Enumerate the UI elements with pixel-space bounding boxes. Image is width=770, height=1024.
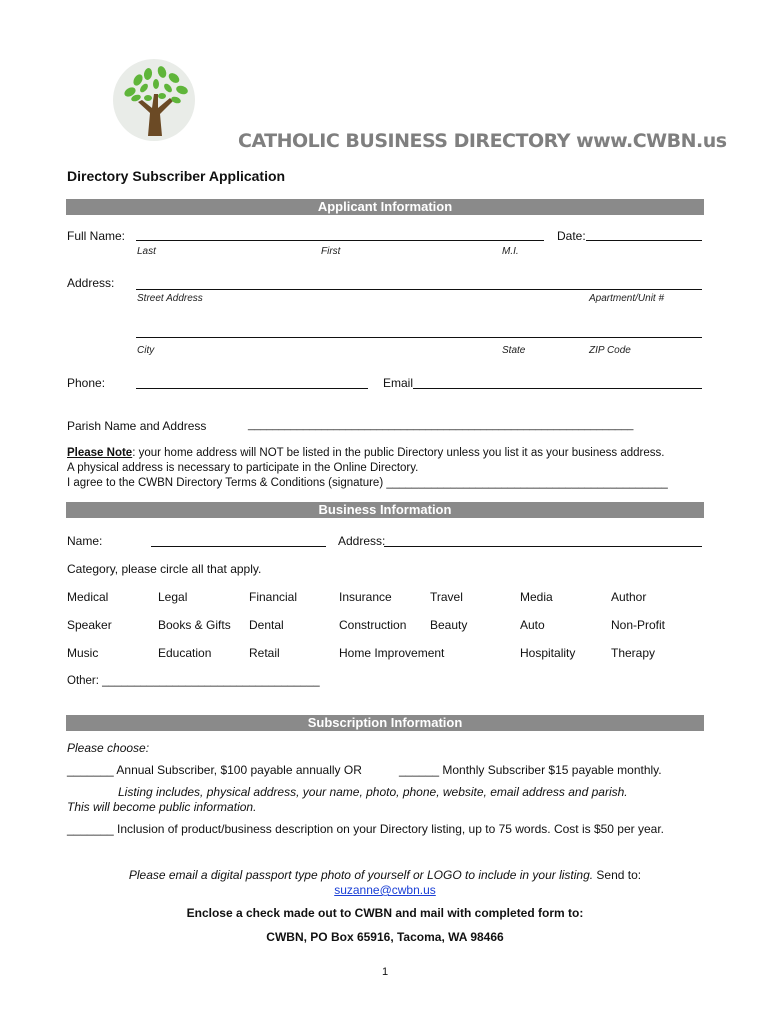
other-category-field[interactable]: Other: __________________________________ (67, 675, 320, 687)
category-option[interactable]: Home Improvement (339, 646, 445, 660)
category-prompt: Category, please circle all that apply. (67, 562, 262, 576)
phone-label: Phone: (67, 376, 106, 390)
phone-field[interactable] (136, 388, 368, 389)
enclose-check-text: Enclose a check made out to CWBN and mail with completed form to: (186, 906, 584, 920)
form-subtitle: Directory Subscriber Application (67, 168, 286, 184)
page-number: 1 (381, 966, 389, 978)
subscription-section-bar: Subscription Information (66, 715, 704, 731)
parish-field[interactable]: _______________________________________________________________ (248, 419, 634, 431)
note-line-2: A physical address is necessary to participate in the Online Directory. (67, 462, 419, 474)
city-state-zip-field[interactable] (136, 337, 702, 338)
address-label: Address: (67, 276, 115, 290)
category-option[interactable]: Music (67, 646, 99, 660)
contact-email-link[interactable]: suzanne@cwbn.us (334, 883, 436, 897)
photo-instructions-text: Please email a digital passport type photo of yourself or LOGO to include in your listing. (128, 868, 594, 882)
category-option[interactable]: Books & Gifts (158, 618, 231, 632)
annual-subscriber-option[interactable]: _______ Annual Subscriber, $100 payable annually OR (67, 763, 362, 777)
parish-label: Parish Name and Address (67, 419, 207, 433)
note-label: Please Note (67, 447, 133, 459)
tree-logo-icon (112, 58, 196, 142)
full-name-label: Full Name: (67, 229, 126, 243)
category-option[interactable]: Travel (430, 590, 463, 604)
category-option[interactable]: Financial (249, 590, 298, 604)
mailing-address: CWBN, PO Box 65916, Tacoma, WA 98466 (266, 930, 504, 944)
business-section-bar: Business Information (66, 502, 704, 518)
category-option[interactable]: Author (611, 590, 647, 604)
category-option[interactable]: Legal (158, 590, 188, 604)
city-caption: City (137, 345, 155, 356)
category-option[interactable]: Therapy (611, 646, 656, 660)
business-address-label: Address: (338, 534, 386, 548)
listing-includes: Listing includes, physical address, your name, photo, phone, website, email address and parish. (118, 785, 628, 799)
mi-caption: M.I. (502, 246, 519, 257)
email-field[interactable] (413, 388, 702, 389)
category-option[interactable]: Beauty (430, 618, 468, 632)
street-caption: Street Address (137, 293, 203, 304)
note-text: : your home address will NOT be listed in the public Directory unless you list it as your business address. (132, 447, 665, 459)
state-caption: State (502, 345, 526, 356)
category-option[interactable]: Medical (67, 590, 109, 604)
date-field[interactable] (586, 240, 702, 241)
category-option[interactable]: Retail (249, 646, 280, 660)
category-option[interactable]: Speaker (67, 618, 112, 632)
please-choose: Please choose: (67, 741, 150, 755)
category-option[interactable]: Non-Profit (611, 618, 666, 632)
apt-caption: Apartment/Unit # (589, 293, 665, 304)
full-name-field[interactable] (136, 240, 544, 241)
send-to-text: Send to: (593, 868, 642, 882)
monthly-subscriber-option[interactable]: ______ Monthly Subscriber $15 payable monthly. (399, 763, 662, 777)
category-option[interactable]: Construction (339, 618, 407, 632)
email-link-row (0, 883, 770, 897)
description-option[interactable]: _______ Inclusion of product/business description on your Directory listing, up to 75 words. Cost is $50 per year. (67, 822, 664, 836)
category-option[interactable]: Hospitality (520, 646, 576, 660)
date-label: Date: (557, 229, 586, 243)
terms-signature[interactable]: I agree to the CWBN Directory Terms & Conditions (signature) ____________________________________________ (67, 477, 668, 489)
category-option[interactable]: Education (158, 646, 212, 660)
email-label: Email (383, 376, 414, 390)
business-name-field[interactable] (151, 546, 326, 547)
directory-title: CATHOLIC BUSINESS DIRECTORY www.CWBN.us (238, 130, 727, 152)
category-option[interactable]: Auto (520, 618, 545, 632)
category-option[interactable]: Dental (249, 618, 284, 632)
category-option[interactable]: Media (520, 590, 553, 604)
note-line-1 (67, 447, 664, 459)
applicant-section-bar: Applicant Information (66, 199, 704, 215)
zip-caption: ZIP Code (589, 345, 631, 356)
last-caption: Last (137, 246, 156, 257)
category-option[interactable]: Insurance (339, 590, 392, 604)
photo-instructions (0, 868, 770, 882)
first-caption: First (321, 246, 341, 257)
business-address-field[interactable] (384, 546, 702, 547)
street-address-field[interactable] (136, 289, 702, 290)
business-name-label: Name: (67, 534, 103, 548)
public-info: This will become public information. (67, 800, 257, 814)
